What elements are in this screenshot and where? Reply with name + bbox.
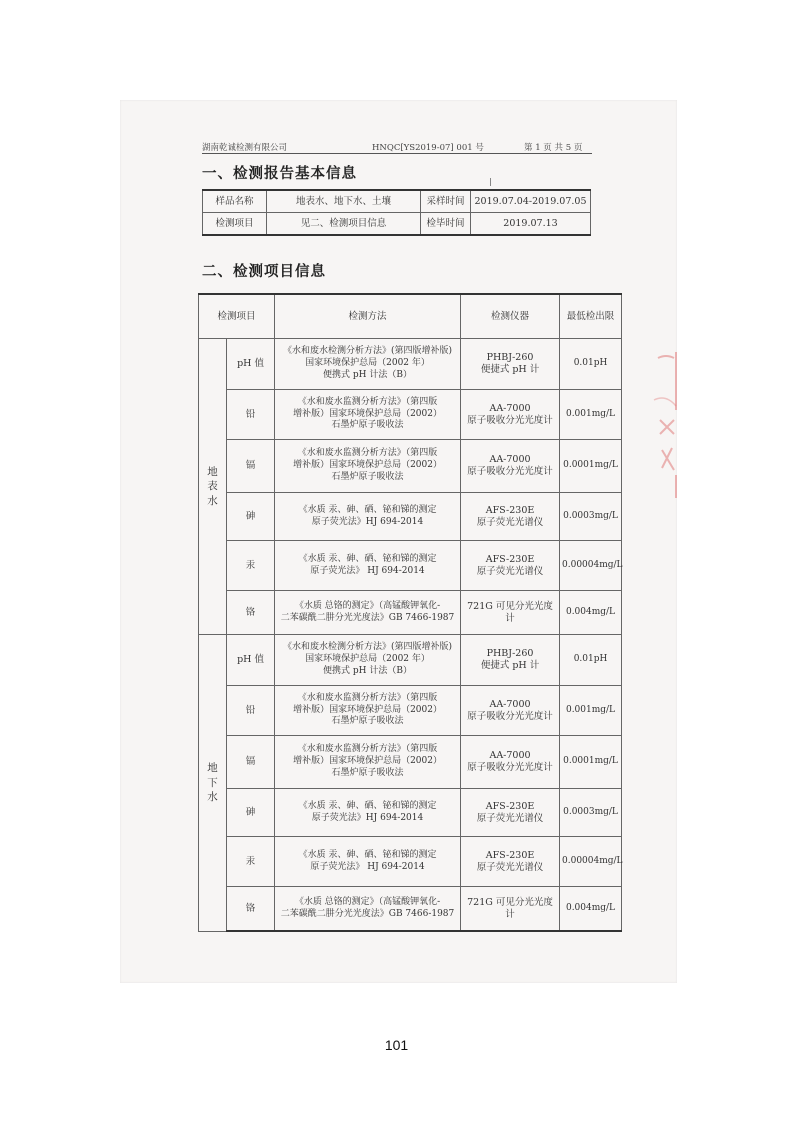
method-line: 便携式 pH 计法（B）: [323, 369, 412, 380]
test-method: [275, 390, 461, 440]
instrument-line: 原子荧光光谱仪: [476, 861, 544, 873]
detection-limit: 0.001mg/L: [560, 390, 622, 440]
table-row: [199, 635, 622, 686]
sample-group-label: 地 表 水: [199, 339, 227, 635]
method-line: 《水质 汞、砷、硒、铋和锑的测定: [298, 849, 437, 860]
company-name: 湖南乾诚检测有限公司: [202, 143, 288, 153]
method-line: 便携式 pH 计法（B）: [323, 665, 412, 676]
detection-limit: 0.0003mg/L: [560, 789, 622, 837]
table-header-row: [199, 294, 622, 339]
detection-limit: 0.00004mg/L: [560, 837, 622, 887]
header-detection-limit: 最低检出限: [560, 294, 622, 339]
test-method: [275, 493, 461, 541]
test-method: [275, 541, 461, 591]
test-item-name: 镉: [227, 440, 275, 493]
test-item-name: 砷: [227, 789, 275, 837]
detection-limit: 0.004mg/L: [560, 887, 622, 932]
info-label: 检测项目: [203, 213, 267, 236]
method-line: 二苯碳酰二肼分光光度法》GB 7466-1987: [280, 908, 455, 919]
section-test-items-title: 二、检测项目信息: [202, 263, 326, 280]
instrument-line: AFS-230E: [485, 504, 535, 516]
test-instrument: [461, 390, 560, 440]
test-item-name: 铅: [227, 390, 275, 440]
test-method: [275, 440, 461, 493]
test-method: [275, 736, 461, 789]
method-line: 《水和废水检测分析方法》(第四版增补版): [283, 346, 453, 357]
method-line: 《水和废水监测分析方法》（第四版: [297, 692, 438, 703]
detection-limit: 0.01pH: [560, 635, 622, 686]
instrument-line: 原子吸收分光光度计: [467, 414, 553, 426]
detection-limit: 0.00004mg/L: [560, 541, 622, 591]
test-method: [275, 789, 461, 837]
test-instrument: [461, 440, 560, 493]
test-instrument: [461, 493, 560, 541]
scanned-report-page: [120, 100, 677, 983]
test-method: [275, 339, 461, 390]
table-row: [199, 591, 622, 635]
test-item-name: pH 值: [227, 635, 275, 686]
instrument-line: AFS-230E: [485, 553, 535, 565]
method-line: 《水质 汞、砷、硒、铋和锑的测定: [298, 504, 437, 515]
page-info: 第 1 页 共 5 页: [524, 143, 583, 153]
test-instrument: [461, 789, 560, 837]
test-method: [275, 686, 461, 736]
sample-group-label: 地 下 水: [199, 635, 227, 932]
instrument-line: AA-7000: [489, 402, 531, 414]
test-item-name: 铬: [227, 887, 275, 932]
test-item-name: 砷: [227, 493, 275, 541]
instrument-line: 便捷式 pH 计: [480, 364, 540, 375]
header-divider: [202, 153, 592, 154]
detection-limit: 0.0001mg/L: [560, 440, 622, 493]
table-row: [203, 213, 591, 236]
test-instrument: [461, 887, 560, 932]
detection-limit: 0.0001mg/L: [560, 736, 622, 789]
table-row: [199, 541, 622, 591]
section-basic-info-title: 一、检测报告基本信息: [202, 165, 357, 182]
instrument-line: 721G 可见分光光度计: [467, 896, 553, 920]
test-items-table: [198, 293, 622, 932]
method-line: 增补版）国家环境保护总局（2002）: [293, 704, 442, 715]
method-line: 《水和废水监测分析方法》（第四版: [297, 744, 438, 755]
test-instrument: [461, 837, 560, 887]
method-line: 《水质 汞、砷、硒、铋和锑的测定: [298, 800, 437, 811]
instrument-line: AA-7000: [489, 750, 531, 762]
method-line: 增补版）国家环境保护总局（2002）: [293, 460, 442, 471]
method-line: 国家环境保护总局（2002 年）: [305, 358, 430, 369]
method-line: 国家环境保护总局（2002 年）: [305, 654, 430, 665]
method-line: 增补版）国家环境保护总局（2002）: [293, 408, 442, 419]
instrument-line: 原子荧光光谱仪: [476, 516, 544, 528]
method-line: 《水和废水监测分析方法》（第四版: [297, 396, 438, 407]
test-item-name: 镉: [227, 736, 275, 789]
red-seal-stamp: [648, 350, 678, 500]
info-label: 检毕时间: [421, 213, 471, 236]
table-row: [199, 887, 622, 932]
table-row: [199, 837, 622, 887]
info-label: 样品名称: [203, 190, 267, 213]
test-method: [275, 591, 461, 635]
table-row: [199, 440, 622, 493]
table-row: [199, 686, 622, 736]
method-line: 《水质 汞、砷、硒、铋和锑的测定: [298, 553, 437, 564]
instrument-line: PHBJ-260: [486, 352, 534, 364]
method-line: 《水和废水检测分析方法》(第四版增补版): [283, 642, 453, 653]
test-instrument: [461, 736, 560, 789]
info-value: 2019.07.04-2019.07.05: [471, 190, 591, 213]
test-instrument: [461, 686, 560, 736]
test-instrument: [461, 339, 560, 390]
instrument-line: 721G 可见分光光度计: [467, 600, 553, 624]
instrument-line: 原子吸收分光光度计: [467, 466, 553, 477]
test-method: [275, 837, 461, 887]
method-line: 增补版）国家环境保护总局（2002）: [293, 756, 442, 767]
instrument-line: PHBJ-260: [486, 648, 534, 660]
test-item-name: pH 值: [227, 339, 275, 390]
test-method: [275, 635, 461, 686]
info-label: 采样时间: [421, 190, 471, 213]
method-line: 石墨炉原子吸收法: [331, 767, 404, 778]
page-number: 101: [384, 1037, 409, 1053]
info-value: 2019.07.13: [471, 213, 591, 236]
instrument-line: AA-7000: [489, 698, 531, 710]
table-row: [199, 789, 622, 837]
method-line: 石墨炉原子吸收法: [331, 716, 404, 727]
detection-limit: 0.004mg/L: [560, 591, 622, 635]
method-line: 《水质 总铬的测定》（高锰酸钾氧化-: [294, 600, 441, 611]
test-method: [275, 887, 461, 932]
test-instrument: [461, 591, 560, 635]
detection-limit: 0.0003mg/L: [560, 493, 622, 541]
scan-mark: [490, 178, 491, 186]
detection-limit: 0.01pH: [560, 339, 622, 390]
table-row: [199, 493, 622, 541]
info-value: 地表水、地下水、土壤: [267, 190, 421, 213]
table-row: [199, 736, 622, 789]
instrument-line: 原子吸收分光光度计: [467, 710, 553, 722]
method-line: 二苯碳酰二肼分光光度法》GB 7466-1987: [280, 612, 455, 623]
instrument-line: AFS-230E: [485, 800, 535, 812]
report-code: HNQC[YS2019-07] 001 号: [372, 143, 484, 153]
header-instrument: 检测仪器: [461, 294, 560, 339]
method-line: 原子荧光法》HJ 694-2014: [311, 812, 424, 823]
table-row: [199, 339, 622, 390]
instrument-line: 原子荧光光谱仪: [476, 812, 544, 824]
instrument-line: AFS-230E: [485, 849, 535, 861]
instrument-line: AA-7000: [489, 454, 531, 466]
basic-info-table: [202, 189, 591, 236]
table-row: [199, 390, 622, 440]
method-line: 《水质 总铬的测定》（高锰酸钾氧化-: [294, 896, 441, 907]
test-item-name: 汞: [227, 837, 275, 887]
test-item-name: 铅: [227, 686, 275, 736]
method-line: 《水和废水监测分析方法》（第四版: [297, 448, 438, 459]
test-item-name: 铬: [227, 591, 275, 635]
info-value: 见二、检测项目信息: [267, 213, 421, 236]
header-test-item: 检测项目: [199, 294, 275, 339]
method-line: 石墨炉原子吸收法: [331, 471, 404, 482]
test-item-name: 汞: [227, 541, 275, 591]
method-line: 原子荧光法》 HJ 694-2014: [310, 565, 425, 576]
header-test-method: 检测方法: [275, 294, 461, 339]
instrument-line: 原子吸收分光光度计: [467, 762, 553, 773]
instrument-line: 便捷式 pH 计: [480, 660, 540, 671]
detection-limit: 0.001mg/L: [560, 686, 622, 736]
method-line: 原子荧光法》 HJ 694-2014: [310, 861, 425, 872]
instrument-line: 原子荧光光谱仪: [476, 565, 544, 577]
test-instrument: [461, 541, 560, 591]
table-row: [203, 190, 591, 213]
method-line: 原子荧光法》HJ 694-2014: [311, 516, 424, 527]
method-line: 石墨炉原子吸收法: [331, 420, 404, 431]
test-instrument: [461, 635, 560, 686]
